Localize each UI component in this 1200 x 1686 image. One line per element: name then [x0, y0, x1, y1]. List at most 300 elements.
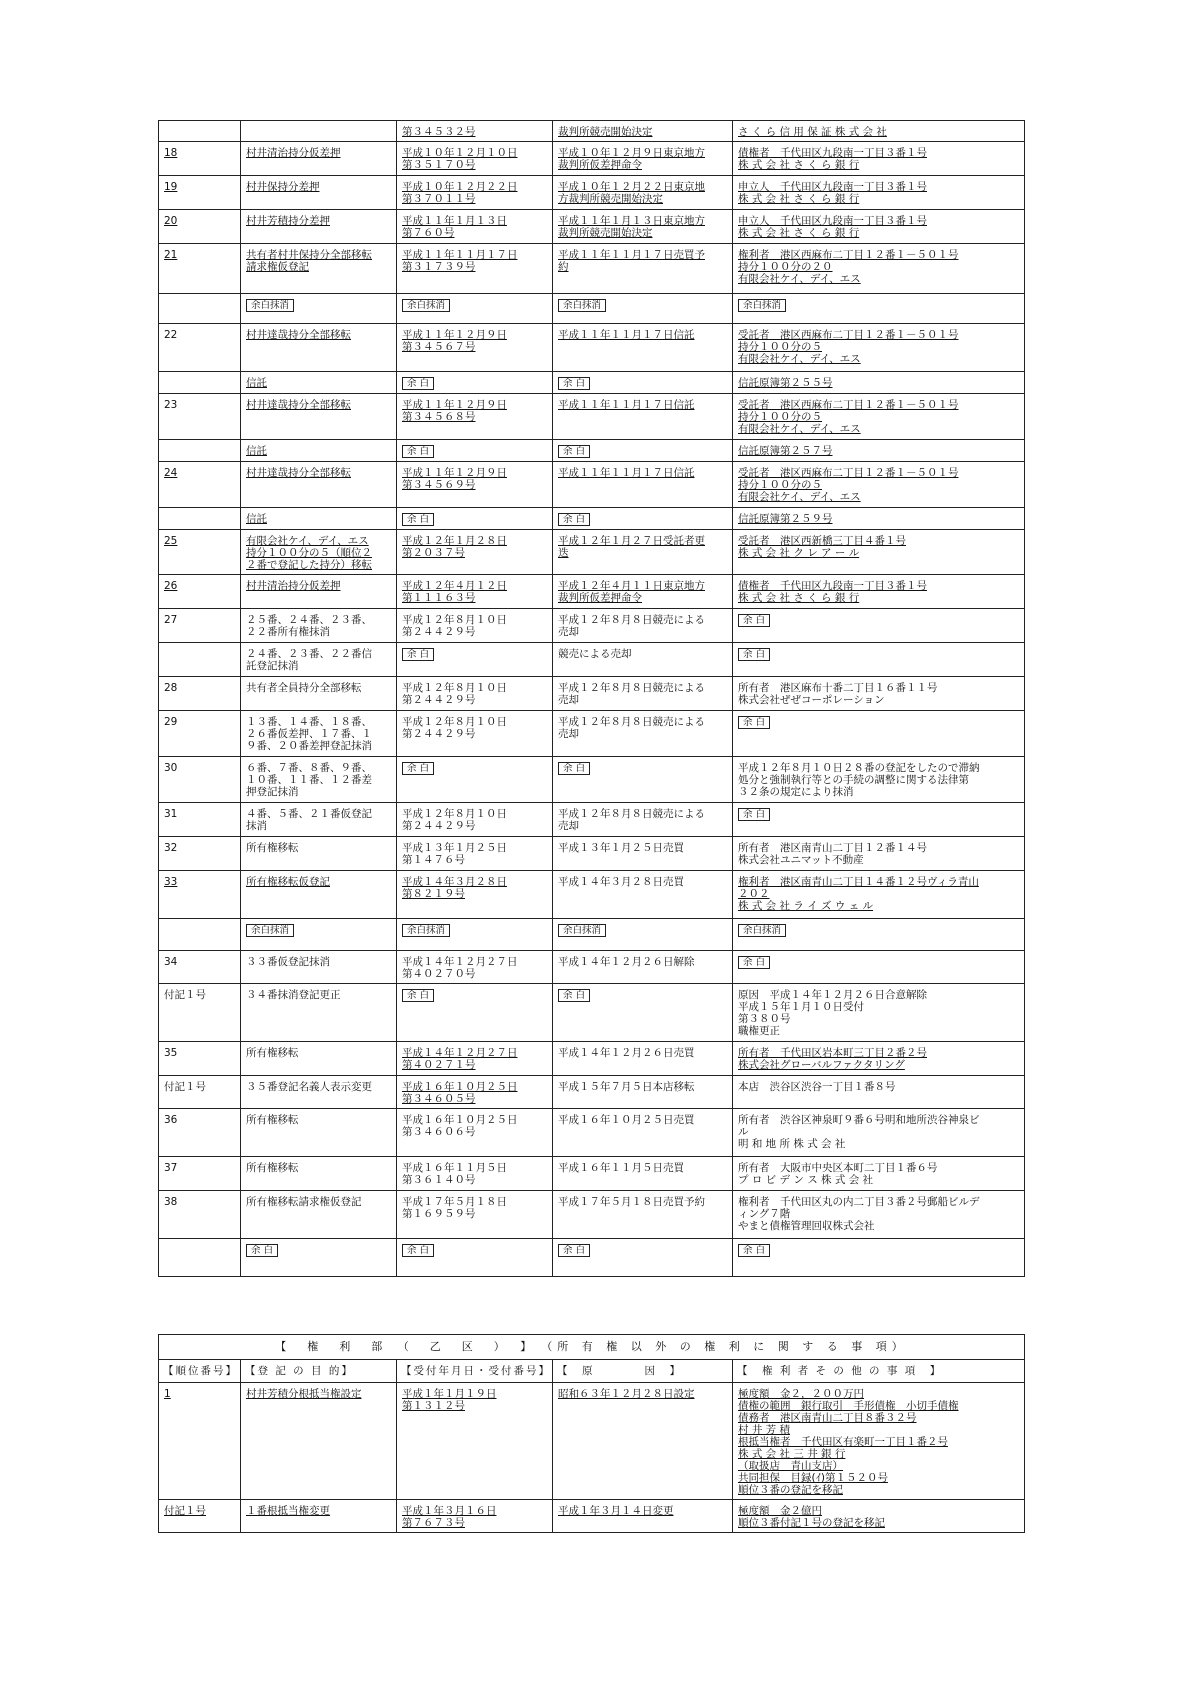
holder-cell — [733, 462, 1025, 508]
blank-stamp: 余 白 — [558, 762, 590, 775]
register-row — [159, 1042, 1025, 1076]
rank-cell — [159, 1383, 241, 1500]
register-row — [159, 294, 1025, 324]
cell-text: 信託原簿第２５７号 — [738, 445, 833, 457]
cell-text: 信託 — [246, 513, 267, 525]
cell-text: 平成１１年１１月１７日売買予 約 — [558, 249, 705, 273]
cell-text: 平成１２年８月８日競売による 売却 — [558, 716, 705, 740]
rank-cell — [159, 643, 241, 677]
blank-stamp: 余 白 — [402, 445, 434, 458]
receipt-cell — [397, 462, 553, 508]
cell-text: 所有者 渋谷区神泉町９番６号明和地所渋谷神泉ビ ル 明 和 地 所 株 式 会 社 — [738, 1114, 980, 1150]
purpose-cell — [241, 757, 397, 803]
holder-cell — [733, 294, 1025, 324]
purpose-cell — [241, 440, 397, 462]
register-row — [159, 609, 1025, 643]
holder-cell — [733, 1157, 1025, 1191]
receipt-cell — [397, 176, 553, 210]
holder-cell — [733, 210, 1025, 244]
receipt-cell — [397, 643, 553, 677]
cell-text: 所有権移転 — [246, 842, 299, 854]
purpose-cell — [241, 575, 397, 609]
cell-text: 平成１０年１２月９日東京地方 裁判所仮差押命令 — [558, 147, 705, 171]
blank-stamp: 余 白 — [558, 1244, 590, 1257]
cell-text: 30 — [164, 762, 178, 774]
cell-text: 村井達哉持分全部移転 — [246, 399, 351, 411]
rank-cell — [159, 1157, 241, 1191]
cause-cell — [553, 609, 733, 643]
otsu-table — [158, 1334, 1025, 1533]
cell-text: １３番、１４番、１８番、 ２６番仮差押、１７番、１ ９番、２０番差押登記抹消 — [246, 716, 372, 752]
receipt-cell — [397, 394, 553, 440]
rank-cell — [159, 757, 241, 803]
holder-cell — [733, 244, 1025, 294]
header-rank: 【順位番号】 — [159, 1360, 241, 1383]
holder-cell — [733, 142, 1025, 176]
cause-cell — [553, 575, 733, 609]
register-row — [159, 1383, 1025, 1500]
register-row — [159, 1191, 1025, 1239]
cell-text: ３５番登記名義人表示変更 — [246, 1081, 372, 1093]
cell-text: 信託原簿第２５５号 — [738, 377, 833, 389]
cell-text: 平成１２年８月１０日 第２４４２９号 — [402, 716, 507, 740]
receipt-cell — [397, 1076, 553, 1109]
cell-text: 村井達哉持分全部移転 — [246, 329, 351, 341]
cause-cell — [553, 1042, 733, 1076]
cause-cell — [553, 176, 733, 210]
blank-stamp: 余 白 — [402, 377, 434, 390]
rank-cell — [159, 1076, 241, 1109]
header-cause: 【 原 因 】 — [553, 1360, 733, 1383]
blank-stamp: 余 白 — [738, 808, 770, 821]
cell-text: 平成１１年１１月１７日信託 — [558, 467, 695, 479]
cause-cell — [553, 121, 733, 142]
holder-cell — [733, 508, 1025, 530]
holder-cell — [733, 919, 1025, 951]
blank-stamp: 余 白 — [402, 648, 434, 661]
cell-text: ２５番、２４番、２３番、 ２２番所有権抹消 — [246, 614, 372, 638]
cell-text: 受託者 港区西新橋三丁目４番１号 株 式 会 社 ク レ ア ー ル — [738, 535, 906, 559]
blank-stamp: 余 白 — [738, 1244, 770, 1257]
purpose-cell — [241, 984, 397, 1042]
cell-text: 所有権移転仮登記 — [246, 876, 330, 888]
register-row — [159, 210, 1025, 244]
cell-text: 受託者 港区西麻布二丁目１２番１－５０１号 持分１００分の５ 有限会社ケイ、デイ、エス — [738, 399, 959, 435]
cell-text: 村井清治持分仮差押 — [246, 580, 341, 592]
cell-text: 所有者 港区南青山二丁目１２番１４号 株式会社ユニマット不動産 — [738, 842, 927, 866]
rank-cell — [159, 210, 241, 244]
cell-text: 平成１２年１月２８日 第２０３７号 — [402, 535, 507, 559]
otsu-title-row — [159, 1335, 1025, 1360]
rank-cell — [159, 951, 241, 984]
cell-text: 平成１２年４月１２日 第１１１６３号 — [402, 580, 507, 604]
cause-cell — [553, 871, 733, 919]
cell-text: 平成１１年１２月９日 第３４５６７号 — [402, 329, 507, 353]
receipt-cell — [397, 1191, 553, 1239]
purpose-cell — [241, 1383, 397, 1500]
register-row — [159, 440, 1025, 462]
cell-text: 申立人 千代田区九段南一丁目３番１号 株 式 会 社 さ く ら 銀 行 — [738, 181, 927, 205]
cell-text: 競売による売却 — [558, 648, 632, 660]
rank-cell — [159, 324, 241, 372]
receipt-cell — [397, 508, 553, 530]
rank-cell — [159, 803, 241, 837]
register-row — [159, 176, 1025, 210]
register-row — [159, 1500, 1025, 1533]
cell-text: 33 — [164, 876, 178, 888]
receipt-cell — [397, 575, 553, 609]
cause-cell — [553, 440, 733, 462]
receipt-cell — [397, 609, 553, 643]
cell-text: 平成１６年１１月５日 第３６１４０号 — [402, 1162, 507, 1186]
cell-text: 平成１１年１２月９日 第３４５６８号 — [402, 399, 507, 423]
cause-cell — [553, 462, 733, 508]
holder-cell — [733, 530, 1025, 575]
cause-cell — [553, 1076, 733, 1109]
register-row — [159, 1239, 1025, 1277]
register-row — [159, 951, 1025, 984]
cause-cell — [553, 142, 733, 176]
purpose-cell — [241, 871, 397, 919]
cell-text: 権利者 港区西麻布二丁目１２番１－５０１号 持分１００分の２０ 有限会社ケイ、デイ、エス — [738, 249, 959, 285]
purpose-cell — [241, 951, 397, 984]
register-row — [159, 324, 1025, 372]
cell-text: 18 — [164, 147, 178, 159]
cell-text: 22 — [164, 329, 178, 341]
cell-text: 37 — [164, 1162, 178, 1174]
cause-cell — [553, 210, 733, 244]
cell-text: 23 — [164, 399, 178, 411]
holder-cell — [733, 1076, 1025, 1109]
purpose-cell — [241, 677, 397, 711]
cell-text: ４番、５番、２１番仮登記 抹消 — [246, 808, 372, 832]
holder-cell — [733, 711, 1025, 757]
receipt-cell — [397, 1239, 553, 1277]
blank-stamp: 余 白 — [558, 377, 590, 390]
blank-stamp: 余 白 — [402, 762, 434, 775]
purpose-cell — [241, 1500, 397, 1533]
cell-text: 権利者 港区南青山二丁目１４番１２号ヴィラ青山 ２０２ 株 式 会 社 ラ イ ズ ウ ェ ル — [738, 876, 979, 912]
cause-cell — [553, 643, 733, 677]
register-row — [159, 677, 1025, 711]
receipt-cell — [397, 803, 553, 837]
register-row — [159, 919, 1025, 951]
rank-cell — [159, 440, 241, 462]
blank-stamp: 余白抹消 — [738, 924, 786, 937]
holder-cell — [733, 1042, 1025, 1076]
cell-text: 平成１２年８月８日競売による 売却 — [558, 614, 705, 638]
receipt-cell — [397, 1157, 553, 1191]
cell-text: 26 — [164, 580, 178, 592]
cell-text: 38 — [164, 1196, 178, 1208]
cell-text: 付記１号 — [164, 1505, 206, 1517]
holder-cell — [733, 121, 1025, 142]
cell-text: 平成１年３月１６日 第７６７３号 — [402, 1505, 497, 1529]
blank-stamp: 余 白 — [402, 989, 434, 1002]
cell-text: 平成１２年１月２７日受託者更 迭 — [558, 535, 705, 559]
cell-text: 債権者 千代田区九段南一丁目３番１号 株 式 会 社 さ く ら 銀 行 — [738, 147, 927, 171]
rank-cell — [159, 142, 241, 176]
receipt-cell — [397, 837, 553, 871]
cause-cell — [553, 984, 733, 1042]
cell-text: 付記１号 — [164, 989, 206, 1001]
blank-stamp: 余白抹消 — [402, 299, 450, 312]
cell-text: 所有権移転 — [246, 1162, 299, 1174]
rank-cell — [159, 176, 241, 210]
cell-text: 極度額 金２，２００万円 債権の範囲 銀行取引 手形債権 小切手債権 債務者 港区南青山二丁目８番３２号 村 井 芳 積 根抵当権者 千代田区有楽町一丁目１番２号 株 式 会 社 三 井 銀 行 （取扱店 青山支店） 共同担保 目録(ｲ)第１５２０号 順位３番の登記を移記 — [738, 1388, 959, 1496]
cell-text: 平成１７年５月１８日 第１６９５９号 — [402, 1196, 507, 1220]
blank-stamp: 余白抹消 — [402, 924, 450, 937]
cell-text: 所有者 港区麻布十番二丁目１６番１１号 株式会社ぜぜコーポレーション — [738, 682, 938, 706]
register-row — [159, 757, 1025, 803]
cell-text: 共有者村井保持分全部移転 請求権仮登記 — [246, 249, 372, 273]
cell-text: 平成１２年８月８日競売による 売却 — [558, 682, 705, 706]
blank-stamp: 余 白 — [738, 716, 770, 729]
register-row — [159, 121, 1025, 142]
receipt-cell — [397, 984, 553, 1042]
receipt-cell — [397, 121, 553, 142]
holder-cell — [733, 984, 1025, 1042]
cell-text: さ く ら 信 用 保 証 株 式 会 社 — [738, 126, 887, 138]
cause-cell — [553, 508, 733, 530]
purpose-cell — [241, 372, 397, 394]
cause-cell — [553, 1239, 733, 1277]
blank-stamp: 余 白 — [402, 513, 434, 526]
rank-cell — [159, 575, 241, 609]
purpose-cell — [241, 1042, 397, 1076]
blank-stamp: 余 白 — [738, 614, 770, 627]
cause-cell — [553, 324, 733, 372]
header-holder: 【 権 利 者 そ の 他 の 事 項 】 — [733, 1360, 1025, 1383]
cell-text: 平成１２年８月８日競売による 売却 — [558, 808, 705, 832]
cell-text: 平成１２年８月１０日２８番の登記をしたので滞納 処分と強制執行等との手続の調整に関する法律第 ３２条の規定により抹消 — [738, 762, 980, 798]
cell-text: ３３番仮登記抹消 — [246, 956, 330, 968]
cell-text: 28 — [164, 682, 178, 694]
purpose-cell — [241, 803, 397, 837]
cell-text: 19 — [164, 181, 178, 193]
purpose-cell — [241, 176, 397, 210]
purpose-cell — [241, 294, 397, 324]
cause-cell — [553, 1109, 733, 1157]
holder-cell — [733, 677, 1025, 711]
purpose-cell — [241, 711, 397, 757]
rank-cell — [159, 837, 241, 871]
cell-text: 信託 — [246, 377, 267, 389]
cell-text: 平成１年３月１４日変更 — [558, 1505, 674, 1517]
cell-text: 村井保持分差押 — [246, 181, 320, 193]
cell-text: 原因 平成１４年１２月２６日合意解除 平成１５年１月１０日受付 第３８０号 職権更正 — [738, 989, 927, 1037]
cell-text: 村井芳積持分差押 — [246, 215, 330, 227]
otsu-section — [158, 1334, 1024, 1533]
cell-text: 所有権移転請求権仮登記 — [246, 1196, 362, 1208]
rank-cell — [159, 1500, 241, 1533]
blank-stamp: 余 白 — [558, 513, 590, 526]
cell-text: 27 — [164, 614, 178, 626]
holder-cell — [733, 1500, 1025, 1533]
cell-text: 本店 渋谷区渋谷一丁目１番８号 — [738, 1081, 896, 1093]
rank-cell — [159, 919, 241, 951]
blank-stamp: 余白抹消 — [246, 299, 294, 312]
blank-stamp: 余 白 — [738, 648, 770, 661]
holder-cell — [733, 1383, 1025, 1500]
blank-stamp: 余 白 — [738, 956, 770, 969]
holder-cell — [733, 1239, 1025, 1277]
rank-cell — [159, 1239, 241, 1277]
cell-text: 所有者 千代田区岩本町三丁目２番２号 株式会社グローバルファクタリング — [738, 1047, 927, 1071]
receipt-cell — [397, 142, 553, 176]
blank-stamp: 余 白 — [246, 1244, 278, 1257]
holder-cell — [733, 757, 1025, 803]
cause-cell — [553, 1383, 733, 1500]
cause-cell — [553, 372, 733, 394]
cell-text: 20 — [164, 215, 178, 227]
rank-cell — [159, 530, 241, 575]
rank-cell — [159, 871, 241, 919]
cell-text: 平成１１年１１月１７日信託 — [558, 399, 695, 411]
blank-stamp: 余白抹消 — [558, 924, 606, 937]
register-row — [159, 244, 1025, 294]
cell-text: 32 — [164, 842, 178, 854]
kou-section-continued — [158, 120, 1024, 1277]
cell-text: 35 — [164, 1047, 178, 1059]
rank-cell — [159, 1191, 241, 1239]
rank-cell — [159, 462, 241, 508]
blank-stamp: 余 白 — [402, 1244, 434, 1257]
cause-cell — [553, 1500, 733, 1533]
receipt-cell — [397, 244, 553, 294]
cause-cell — [553, 677, 733, 711]
cell-text: 受託者 港区西麻布二丁目１２番１－５０１号 持分１００分の５ 有限会社ケイ、デイ、エス — [738, 329, 959, 365]
register-row — [159, 1076, 1025, 1109]
purpose-cell — [241, 121, 397, 142]
register-row — [159, 871, 1025, 919]
rank-cell — [159, 1109, 241, 1157]
cell-text: 平成１４年１２月２６日解除 — [558, 956, 695, 968]
register-row — [159, 803, 1025, 837]
holder-cell — [733, 609, 1025, 643]
register-row — [159, 643, 1025, 677]
kou-table-body — [159, 121, 1025, 1277]
cell-text: 受託者 港区西麻布二丁目１２番１－５０１号 持分１００分の５ 有限会社ケイ、デイ、エス — [738, 467, 959, 503]
register-row — [159, 508, 1025, 530]
purpose-cell — [241, 643, 397, 677]
receipt-cell — [397, 711, 553, 757]
cell-text: 付記１号 — [164, 1081, 206, 1093]
holder-cell — [733, 837, 1025, 871]
receipt-cell — [397, 757, 553, 803]
register-row — [159, 394, 1025, 440]
cell-text: 25 — [164, 535, 178, 547]
holder-cell — [733, 1109, 1025, 1157]
rank-cell — [159, 244, 241, 294]
cell-text: 有限会社ケイ、デイ、エス 持分１００分の５（順位２ ２番で登記した持分）移転 — [246, 535, 372, 571]
purpose-cell — [241, 210, 397, 244]
holder-cell — [733, 440, 1025, 462]
kou-table — [158, 120, 1025, 1277]
cell-text: 極度額 金２億円 順位３番付記１号の登記を移記 — [738, 1505, 885, 1529]
cell-text: 31 — [164, 808, 178, 820]
cell-text: 24 — [164, 467, 178, 479]
purpose-cell — [241, 1109, 397, 1157]
purpose-cell — [241, 1191, 397, 1239]
purpose-cell — [241, 324, 397, 372]
receipt-cell — [397, 1109, 553, 1157]
cell-text: 平成１６年１０月２５日 第３４６０５号 — [402, 1081, 518, 1105]
cell-text: 所有権移転 — [246, 1047, 299, 1059]
cell-text: 平成１１年１月１３日 第７６０号 — [402, 215, 507, 239]
rank-cell — [159, 1042, 241, 1076]
cell-text: 所有権移転 — [246, 1114, 299, 1126]
cell-text: 平成１６年１０月２５日 第３４６０６号 — [402, 1114, 518, 1138]
cell-text: 裁判所競売開始決定 — [558, 126, 653, 138]
purpose-cell — [241, 508, 397, 530]
holder-cell — [733, 951, 1025, 984]
receipt-cell — [397, 1042, 553, 1076]
register-row — [159, 530, 1025, 575]
cell-text: 平成１１年１１月１７日 第３１７３９号 — [402, 249, 518, 273]
cell-text: 平成１１年１２月９日 第３４５６９号 — [402, 467, 507, 491]
cell-text: 平成１４年１２月２７日 第４０２７１号 — [402, 1047, 518, 1071]
rank-cell — [159, 711, 241, 757]
register-row — [159, 575, 1025, 609]
cell-text: 共有者全員持分全部移転 — [246, 682, 362, 694]
rank-cell — [159, 508, 241, 530]
cause-cell — [553, 757, 733, 803]
rank-cell — [159, 984, 241, 1042]
rank-cell — [159, 372, 241, 394]
otsu-section-title: 【 権 利 部 （ 乙 区 ） 】 （所 有 権 以 外 の 権 利 に 関 す る 事 項） — [159, 1335, 1025, 1360]
cell-text: ６番、７番、８番、９番、 １０番、１１番、１２番差 押登記抹消 — [246, 762, 372, 798]
cell-text: 村井清治持分仮差押 — [246, 147, 341, 159]
cell-text: 21 — [164, 249, 178, 261]
rank-cell — [159, 394, 241, 440]
register-row — [159, 1157, 1025, 1191]
register-row — [159, 711, 1025, 757]
cause-cell — [553, 1191, 733, 1239]
purpose-cell — [241, 530, 397, 575]
cell-text: 36 — [164, 1114, 178, 1126]
receipt-cell — [397, 871, 553, 919]
cell-text: 平成１年１月１９日 第１３１２号 — [402, 1388, 497, 1412]
cell-text: 34 — [164, 956, 178, 968]
receipt-cell — [397, 919, 553, 951]
holder-cell — [733, 871, 1025, 919]
cell-text: 平成１３年１月２５日売買 — [558, 842, 684, 854]
cell-text: ２４番、２３番、２２番信 託登記抹消 — [246, 648, 372, 672]
blank-stamp: 余白抹消 — [246, 924, 294, 937]
cell-text: 平成１２年８月１０日 第２４４２９号 — [402, 682, 507, 706]
rank-cell — [159, 609, 241, 643]
header-purpose: 【登 記 の 目 的】 — [241, 1360, 397, 1383]
register-row — [159, 1109, 1025, 1157]
cell-text: １番根抵当権変更 — [246, 1505, 330, 1517]
purpose-cell — [241, 919, 397, 951]
receipt-cell — [397, 1383, 553, 1500]
holder-cell — [733, 803, 1025, 837]
cell-text: 第３４５３２号 — [402, 126, 476, 138]
cell-text: 平成１１年１月１３日東京地方 裁判所競売開始決定 — [558, 215, 705, 239]
rank-cell — [159, 677, 241, 711]
cell-text: 平成１６年１１月５日売買 — [558, 1162, 684, 1174]
cell-text: 平成１２年４月１１日東京地方 裁判所仮差押命令 — [558, 580, 705, 604]
receipt-cell — [397, 1500, 553, 1533]
cell-text: 平成１４年１２月２６日売買 — [558, 1047, 695, 1059]
cause-cell — [553, 919, 733, 951]
holder-cell — [733, 176, 1025, 210]
cell-text: 1 — [164, 1388, 171, 1400]
purpose-cell — [241, 1076, 397, 1109]
cell-text: 権利者 千代田区丸の内二丁目３番２号郵船ビルデ ィング７階 やまと債権管理回収株式会社 — [738, 1196, 980, 1232]
